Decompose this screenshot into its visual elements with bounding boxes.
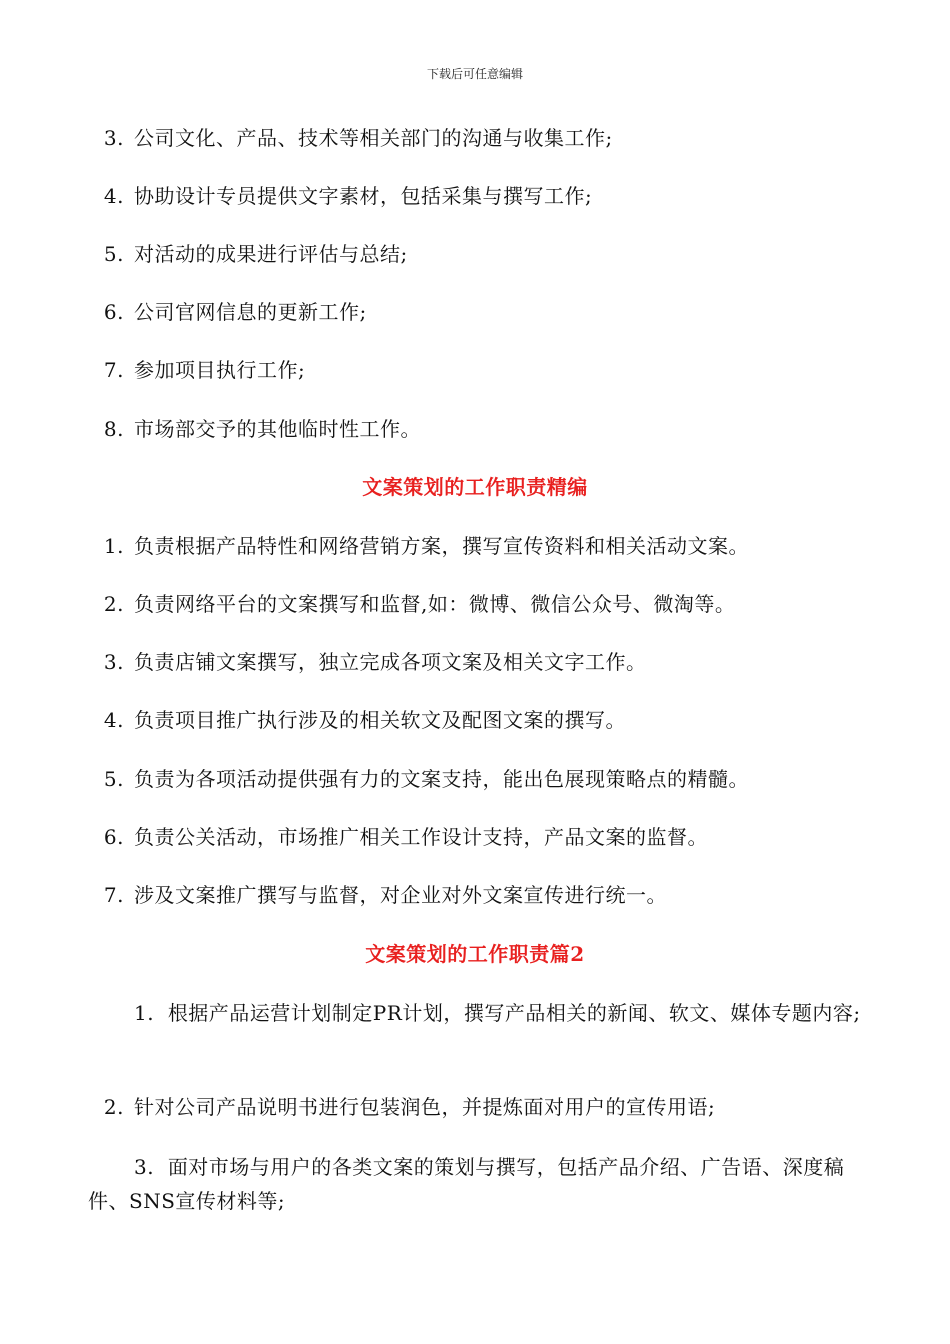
item-number: 8.: [103, 417, 124, 441]
list-item: [88, 237, 863, 271]
item-text: 参加项目执行工作;: [134, 358, 306, 382]
item-text: 负责网络平台的文案撰写和监督,如：微博、微信公众号、微淘等。: [134, 592, 736, 616]
item-number: 5.: [103, 242, 124, 266]
item-number: 6.: [103, 825, 124, 849]
item-text: 公司文化、产品、技术等相关部门的沟通与收集工作;: [134, 126, 613, 150]
item-number: 4.: [103, 708, 124, 732]
list-item: [88, 587, 863, 621]
page-header: 下载后可任意编辑: [426, 67, 523, 81]
item-text: 针对公司产品说明书进行包装润色，并提炼面对用户的宣传用语;: [134, 1095, 716, 1119]
item-number: 4.: [103, 184, 124, 208]
item-number: 2.: [103, 592, 124, 616]
item-text: 负责项目推广执行涉及的相关软文及配图文案的撰写。: [134, 708, 626, 732]
item-text: 负责店铺文案撰写，独立完成各项文案及相关文字工作。: [134, 650, 647, 674]
item-text: 负责公关活动，市场推广相关工作设计支持，产品文案的监督。: [134, 825, 708, 849]
section-heading: 文案策划的工作职责精编: [362, 475, 588, 499]
list-item: [88, 1150, 863, 1218]
list-item: [88, 878, 863, 912]
item-text: 面对市场与用户的各类文案的策划与撰写，包括产品介绍、广告语、深度稿件、SNS宣传材料等;: [88, 1155, 845, 1213]
item-number: 7.: [103, 358, 124, 382]
item-number: 1.: [134, 1001, 155, 1025]
list-item: [88, 179, 863, 213]
list-item: [88, 1090, 863, 1124]
list-item: [88, 703, 863, 737]
item-text: 根据产品运营计划制定PR计划，撰写产品相关的新闻、软文、媒体专题内容;: [167, 1001, 861, 1025]
item-text: 市场部交予的其他临时性工作。: [134, 417, 421, 441]
item-number: 1.: [103, 534, 124, 558]
list-item: [88, 295, 863, 329]
item-number: 7.: [103, 883, 124, 907]
item-number: 3.: [103, 650, 124, 674]
list-item: [88, 820, 863, 854]
list-item: [88, 645, 863, 679]
item-number: 6.: [103, 300, 124, 324]
list-item: [88, 529, 863, 563]
item-text: 涉及文案推广撰写与监督，对企业对外文案宣传进行统一。: [134, 883, 667, 907]
list-item: [88, 353, 863, 387]
item-text: 协助设计专员提供文字素材，包括采集与撰写工作;: [134, 184, 593, 208]
list-item: [88, 762, 863, 796]
item-text: 对活动的成果进行评估与总结;: [134, 242, 408, 266]
item-number: 5.: [103, 767, 124, 791]
item-number: 3.: [134, 1155, 155, 1179]
item-text: 负责为各项活动提供强有力的文案支持，能出色展现策略点的精髓。: [134, 767, 749, 791]
list-item: [88, 412, 863, 446]
item-number: 3.: [103, 126, 124, 150]
item-text: 公司官网信息的更新工作;: [134, 300, 367, 324]
item-text: 负责根据产品特性和网络营销方案，撰写宣传资料和相关活动文案。: [134, 534, 749, 558]
list-item: [88, 996, 863, 1030]
section-heading: 文案策划的工作职责篇2: [365, 942, 585, 966]
item-number: 2.: [103, 1095, 124, 1119]
list-item: [88, 121, 863, 155]
